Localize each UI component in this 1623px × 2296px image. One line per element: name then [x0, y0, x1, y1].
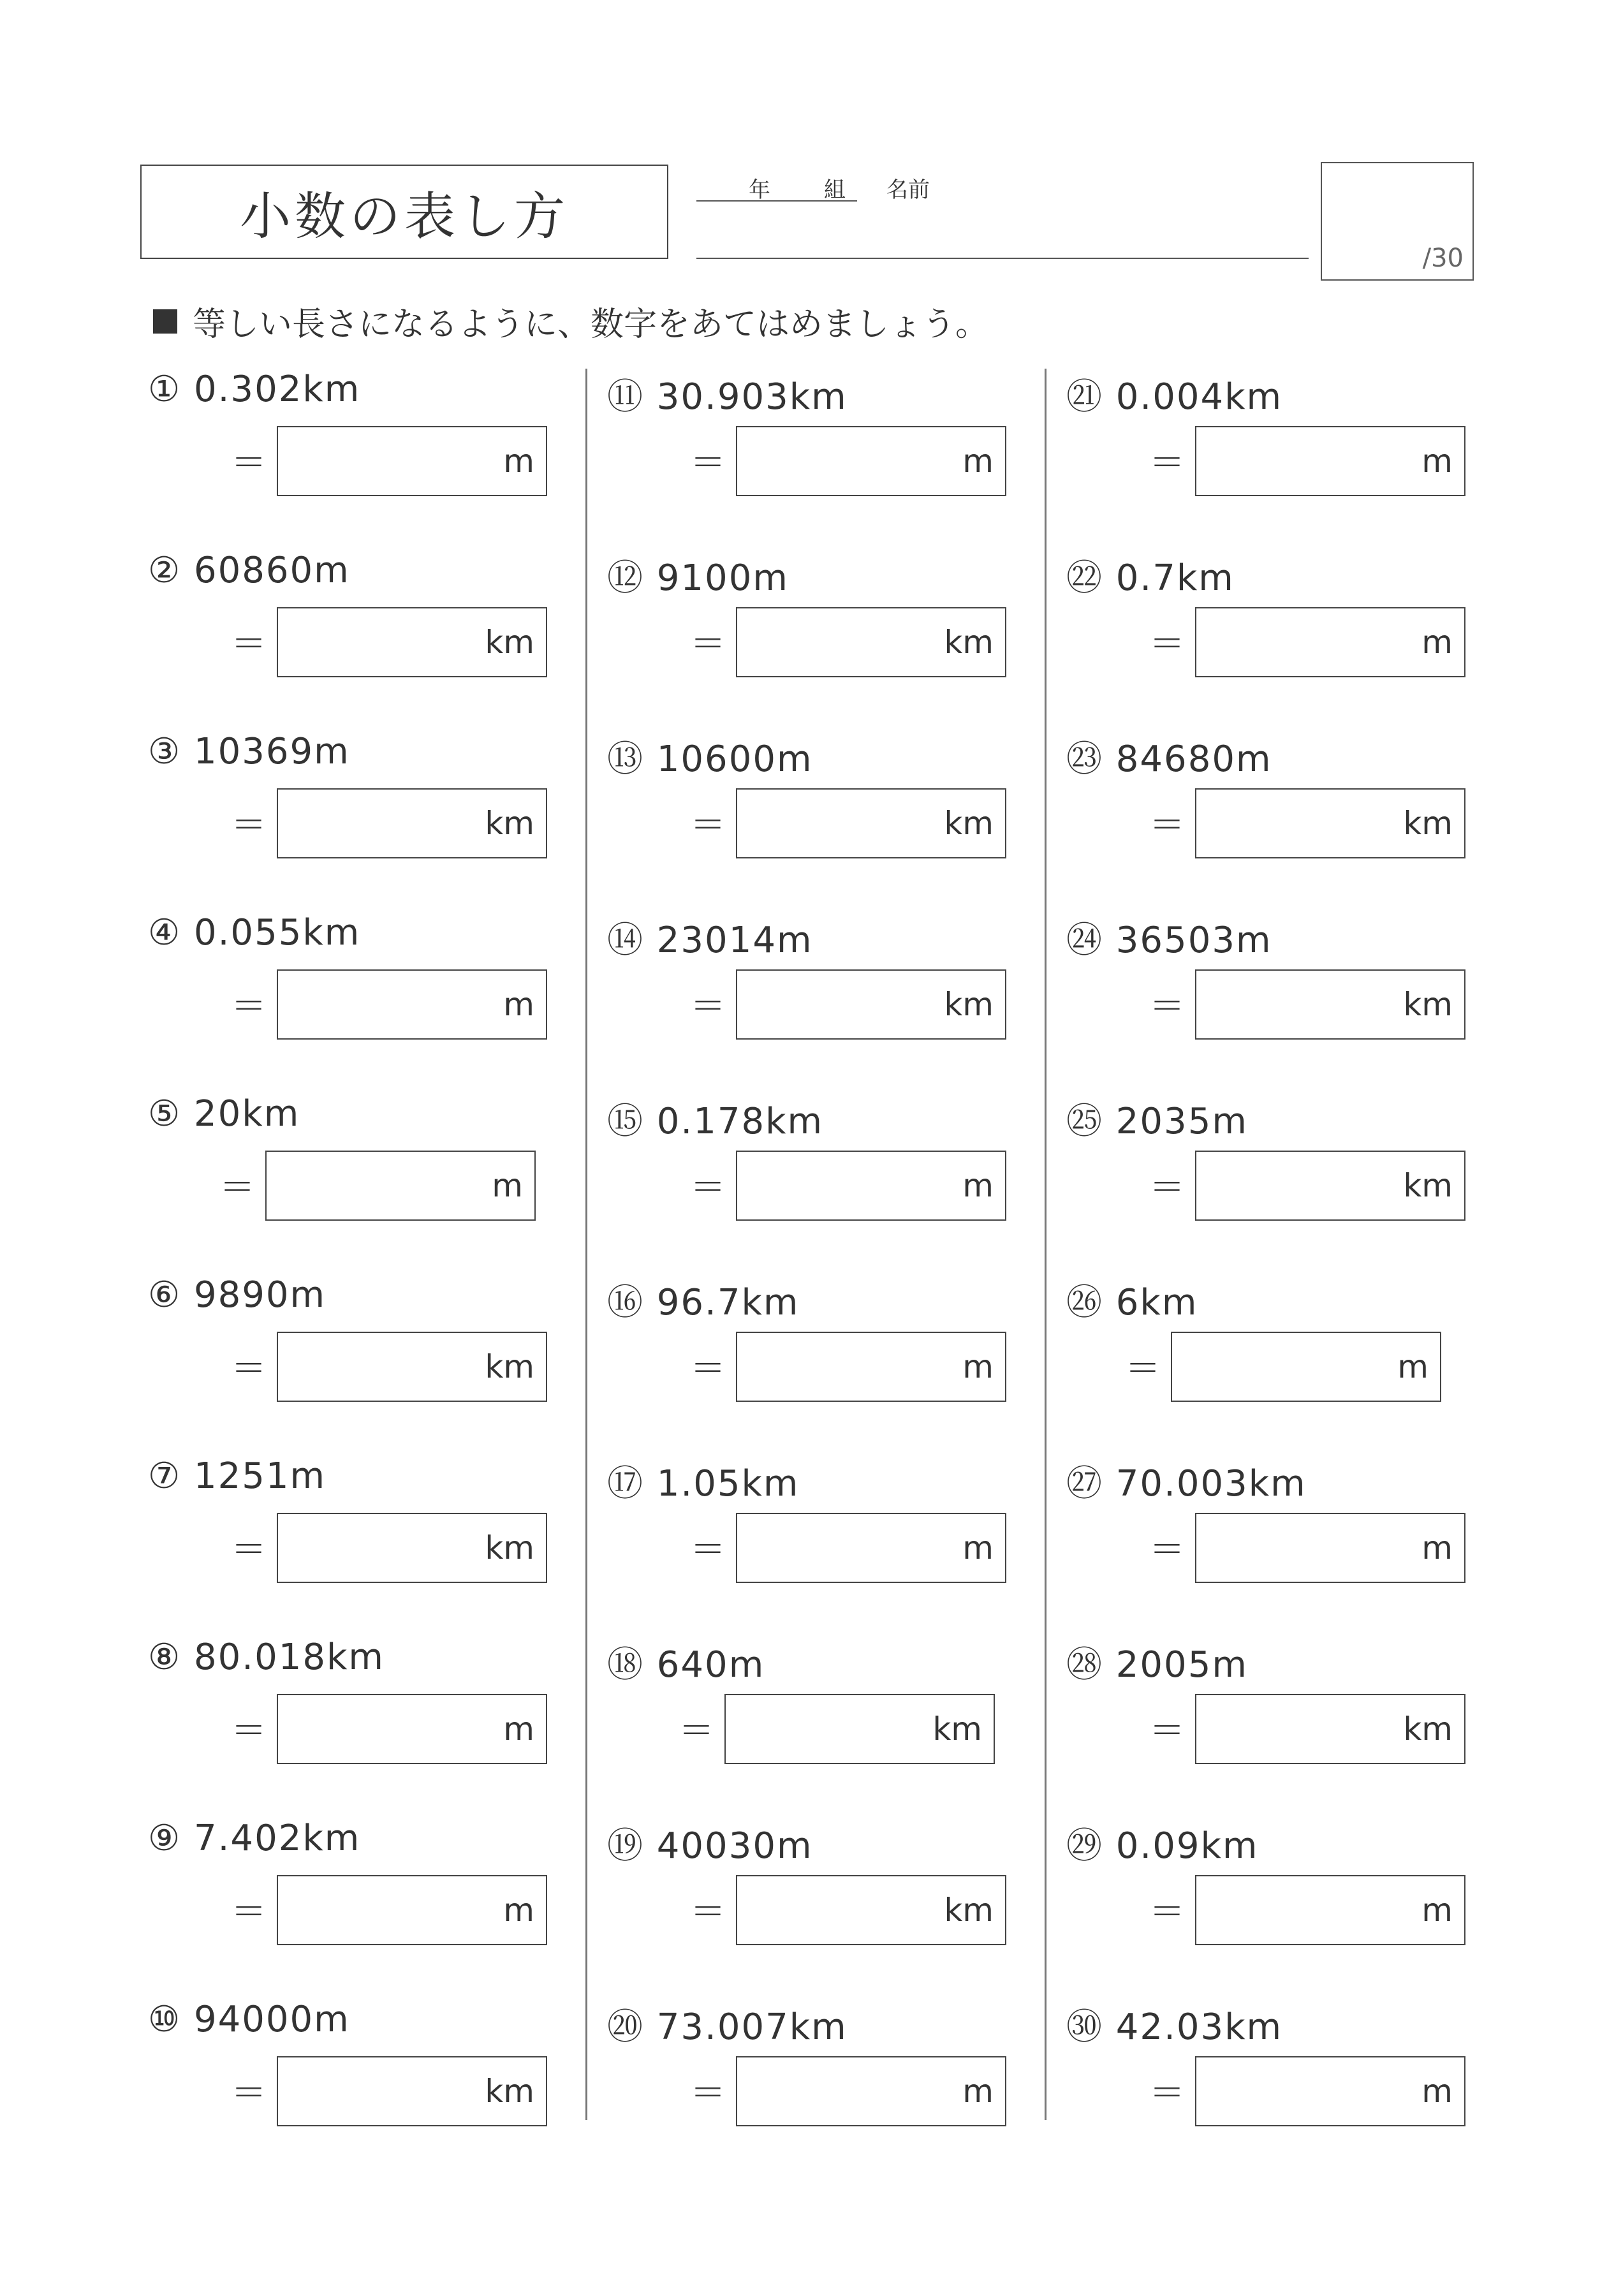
answer-box[interactable]	[1171, 1332, 1441, 1402]
equals-sign: ＝	[1125, 1348, 1161, 1390]
problem-label: ⑤ 20km	[148, 1093, 300, 1135]
equals-sign: ＝	[231, 1529, 267, 1571]
unit-label: m	[1397, 1348, 1428, 1385]
answer-box[interactable]	[736, 1332, 1006, 1402]
answer-box[interactable]	[736, 426, 1006, 496]
unit-label: m	[503, 1892, 534, 1929]
problem-label: ⑥ 9890m	[148, 1274, 327, 1316]
equals-sign: ＝	[1149, 1529, 1185, 1571]
unit-label: km	[1403, 805, 1453, 842]
equals-sign: ＝	[219, 1167, 255, 1209]
equals-sign: ＝	[1149, 1892, 1185, 1933]
problem-label: ㉑ 0.004km	[1066, 376, 1283, 418]
answer-box[interactable]	[1195, 607, 1465, 677]
unit-label: m	[1421, 2073, 1453, 2110]
answer-box[interactable]	[736, 607, 1006, 677]
answer-box[interactable]	[1195, 1151, 1465, 1221]
equals-sign: ＝	[1149, 624, 1185, 665]
equals-sign: ＝	[1149, 2073, 1185, 2114]
unit-label: km	[1403, 1711, 1453, 1748]
answer-box[interactable]	[736, 2056, 1006, 2126]
answer-box[interactable]	[265, 1151, 536, 1221]
answer-box[interactable]	[1195, 1875, 1465, 1945]
unit-label: km	[485, 805, 534, 842]
answer-box[interactable]	[277, 607, 547, 677]
equals-sign: ＝	[679, 1711, 714, 1752]
problem-label: ③ 10369m	[148, 731, 350, 772]
problem-label: ㉒ 0.7km	[1066, 557, 1235, 599]
equals-sign: ＝	[231, 443, 267, 484]
answer-box[interactable]	[736, 1151, 1006, 1221]
answer-box[interactable]	[277, 426, 547, 496]
unit-label: m	[962, 2073, 994, 2110]
unit-label: km	[944, 624, 994, 661]
problem-label: ④ 0.055km	[148, 912, 361, 953]
problem-label: ⑭ 23014m	[607, 920, 813, 961]
unit-label: km	[944, 805, 994, 842]
unit-label: m	[962, 443, 994, 480]
instructions	[153, 297, 988, 345]
problem-label: ① 0.302km	[148, 369, 361, 410]
problem-label: ⑱ 640m	[607, 1644, 765, 1686]
name-field[interactable]	[696, 258, 1309, 259]
unit-label: m	[962, 1348, 994, 1385]
name-label: 名前	[886, 177, 930, 203]
equals-sign: ＝	[1149, 1167, 1185, 1209]
equals-sign: ＝	[690, 1892, 726, 1933]
column-divider	[585, 369, 587, 2120]
unit-label: km	[1403, 1167, 1453, 1204]
unit-label: km	[944, 986, 994, 1023]
unit-label: m	[962, 1167, 994, 1204]
unit-label: m	[1421, 1529, 1453, 1566]
answer-box[interactable]	[277, 788, 547, 858]
problem-label: ⑫ 9100m	[607, 557, 789, 599]
equals-sign: ＝	[690, 624, 726, 665]
answer-box[interactable]	[1195, 1694, 1465, 1764]
problem-label: ㉓ 84680m	[1066, 739, 1272, 780]
year-label: 年	[749, 177, 770, 203]
problem-label: ⑧ 80.018km	[148, 1637, 385, 1678]
problem-label: ⑲ 40030m	[607, 1825, 813, 1867]
equals-sign: ＝	[690, 1167, 726, 1209]
equals-sign: ＝	[231, 1892, 267, 1933]
answer-box[interactable]	[736, 1875, 1006, 1945]
problem-label: ㉖ 6km	[1066, 1282, 1198, 1323]
equals-sign: ＝	[231, 1711, 267, 1752]
answer-box[interactable]	[1195, 788, 1465, 858]
problem-label: ⑬ 10600m	[607, 739, 813, 780]
answer-box[interactable]	[1195, 426, 1465, 496]
equals-sign: ＝	[231, 624, 267, 665]
unit-label: km	[485, 1529, 534, 1566]
unit-label: km	[485, 2073, 534, 2110]
equals-sign: ＝	[1149, 1711, 1185, 1752]
equals-sign: ＝	[231, 1348, 267, 1390]
equals-sign: ＝	[231, 986, 267, 1027]
unit-label: m	[1421, 624, 1453, 661]
equals-sign: ＝	[1149, 805, 1185, 846]
column-divider	[1045, 369, 1047, 2120]
answer-box[interactable]	[277, 1694, 547, 1764]
equals-sign: ＝	[1149, 443, 1185, 484]
square-bullet-icon	[153, 309, 177, 334]
equals-sign: ＝	[231, 805, 267, 846]
equals-sign: ＝	[1149, 986, 1185, 1027]
year-class-underline	[696, 200, 857, 202]
equals-sign: ＝	[690, 443, 726, 484]
score-box	[1321, 162, 1474, 281]
unit-label: m	[503, 986, 534, 1023]
answer-box[interactable]	[277, 1332, 547, 1402]
answer-box[interactable]	[1195, 2056, 1465, 2126]
unit-label: m	[503, 1711, 534, 1748]
problem-label: ⑮ 0.178km	[607, 1101, 824, 1142]
answer-box[interactable]	[277, 2056, 547, 2126]
answer-box[interactable]	[277, 1875, 547, 1945]
unit-label: km	[485, 624, 534, 661]
unit-label: m	[1421, 1892, 1453, 1929]
answer-box[interactable]	[277, 1513, 547, 1583]
problem-label: ⑩ 94000m	[148, 1999, 350, 2040]
problem-label: ㉙ 0.09km	[1066, 1825, 1259, 1867]
equals-sign: ＝	[690, 2073, 726, 2114]
problem-label: ⑳ 73.007km	[607, 2006, 848, 2048]
equals-sign: ＝	[690, 1348, 726, 1390]
answer-box[interactable]	[277, 969, 547, 1040]
unit-label: m	[1421, 443, 1453, 480]
equals-sign: ＝	[690, 1529, 726, 1571]
score-label: /30	[1422, 244, 1464, 273]
problem-label: ⑪ 30.903km	[607, 376, 848, 418]
answer-box[interactable]	[736, 788, 1006, 858]
problem-label: ㉚ 42.03km	[1066, 2006, 1283, 2048]
unit-label: km	[944, 1892, 994, 1929]
class-label: 組	[824, 177, 846, 203]
unit-label: m	[503, 443, 534, 480]
unit-label: km	[932, 1711, 982, 1748]
answer-box[interactable]	[724, 1694, 995, 1764]
problem-label: ㉘ 2005m	[1066, 1644, 1248, 1686]
problem-label: ⑦ 1251m	[148, 1455, 327, 1497]
instructions-text: 等しい長さになるように、数字をあてはめましょう。	[193, 305, 989, 344]
equals-sign: ＝	[690, 986, 726, 1027]
unit-label: m	[492, 1167, 523, 1204]
answer-box[interactable]	[1195, 969, 1465, 1040]
worksheet-title: 小数の表し方	[140, 165, 668, 259]
unit-label: km	[1403, 986, 1453, 1023]
equals-sign: ＝	[690, 805, 726, 846]
problem-label: ⑰ 1.05km	[607, 1463, 800, 1505]
answer-box[interactable]	[736, 969, 1006, 1040]
problem-label: ㉔ 36503m	[1066, 920, 1272, 961]
problem-label: ② 60860m	[148, 550, 350, 591]
answer-box[interactable]	[736, 1513, 1006, 1583]
unit-label: km	[485, 1348, 534, 1385]
equals-sign: ＝	[231, 2073, 267, 2114]
unit-label: m	[962, 1529, 994, 1566]
problem-label: ⑨ 7.402km	[148, 1818, 361, 1859]
problem-label: ⑯ 96.7km	[607, 1282, 800, 1323]
answer-box[interactable]	[1195, 1513, 1465, 1583]
problem-label: ㉕ 2035m	[1066, 1101, 1248, 1142]
problem-label: ㉗ 70.003km	[1066, 1463, 1307, 1505]
